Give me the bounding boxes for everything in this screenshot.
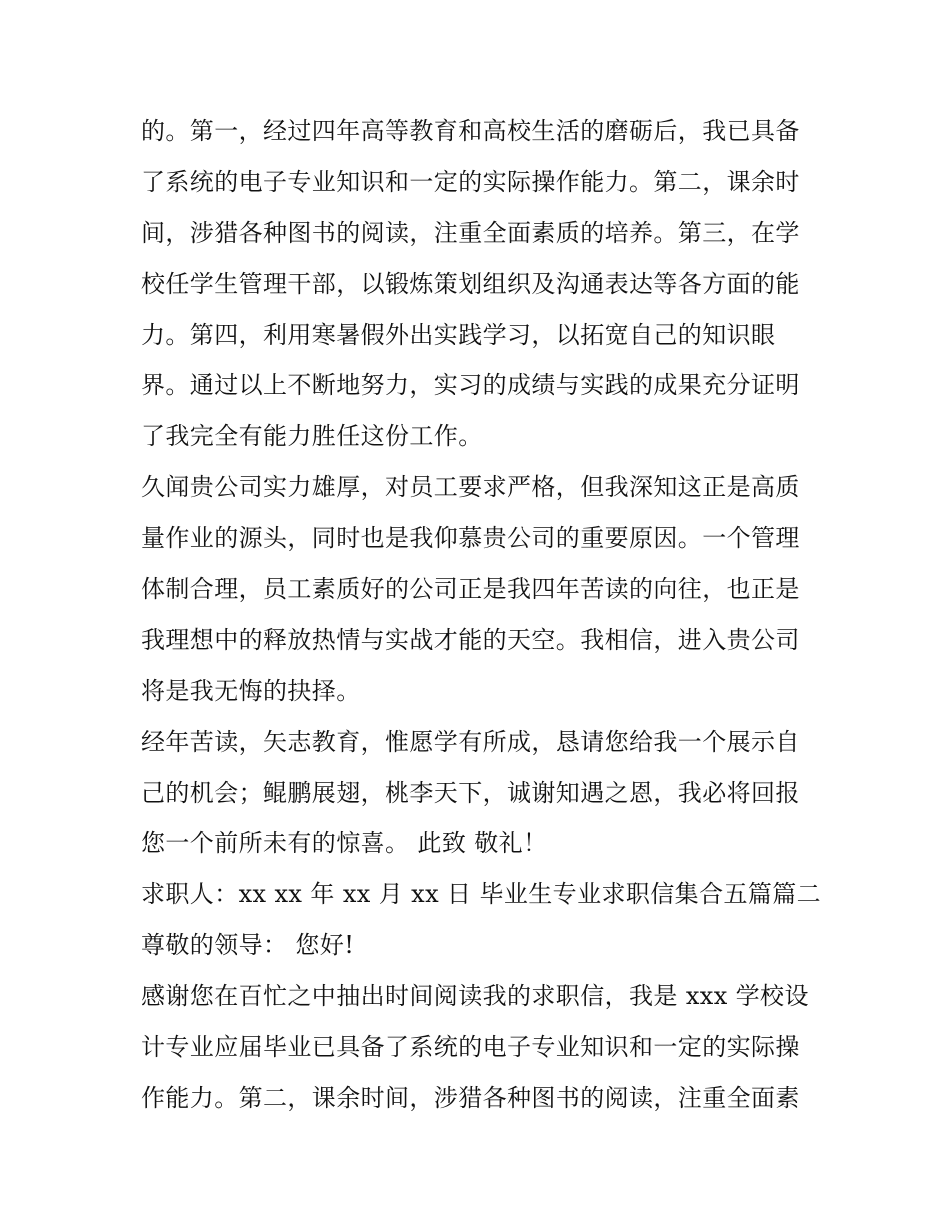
text-line: 作能力。第二，课余时间，涉猎各种图书的阅读，注重全面素 bbox=[141, 1083, 800, 1112]
text-line: 力。第四，利用寒暑假外出实践学习，以拓宽自己的知识眼 bbox=[141, 320, 776, 349]
text-line: 体制合理，员工素质好的公司正是我四年苦读的向往，也正是 bbox=[141, 575, 800, 604]
salutation-line: 尊敬的领导： 您好! bbox=[141, 931, 355, 960]
text-line: 己的机会；鲲鹏展翅，桃李天下，诚谢知遇之恩，我必将回报 bbox=[141, 778, 800, 807]
text-line: 的。第一，经过四年高等教育和高校生活的磨砺后，我已具备 bbox=[141, 117, 800, 145]
closing-line: 您一个前所未有的惊喜。 此致 敬礼！ bbox=[141, 829, 548, 858]
text-line: 经年苦读，矢志教育，惟愿学有所成，恳请您给我一个展示自 bbox=[141, 727, 800, 756]
text-line: 将是我无悔的抉择。 bbox=[141, 676, 361, 705]
letter-body bbox=[141, 106, 821, 1124]
text-line: 感谢您在百忙之中抽出时间阅读我的求职信，我是 xxx 学校设 bbox=[141, 982, 809, 1011]
text-line: 我理想中的释放热情与实战才能的天空。我相信，进入贵公司 bbox=[141, 625, 800, 654]
text-line: 了我完全有能力胜任这份工作。 bbox=[141, 422, 483, 451]
text-line: 间，涉猎各种图书的阅读，注重全面素质的培养。第三，在学 bbox=[141, 218, 800, 247]
text-line: 计专业应届毕业已具备了系统的电子专业知识和一定的实际操 bbox=[141, 1033, 800, 1062]
signature-line: 求职人：xx xx 年 xx 月 xx 日 毕业生专业求职信集合五篇篇二 bbox=[141, 880, 822, 909]
text-line: 量作业的源头，同时也是我仰慕贵公司的重要原因。一个管理 bbox=[141, 524, 800, 553]
text-line: 校任学生管理干部，以锻炼策划组织及沟通表达等各方面的能 bbox=[141, 269, 800, 298]
text-line: 界。通过以上不断地努力，实习的成绩与实践的成果充分证明 bbox=[141, 371, 800, 400]
text-line: 了系统的电子专业知识和一定的实际操作能力。第二，课余时 bbox=[141, 167, 800, 196]
text-line: 久闻贵公司实力雄厚，对员工要求严格，但我深知这正是高质 bbox=[141, 473, 800, 502]
